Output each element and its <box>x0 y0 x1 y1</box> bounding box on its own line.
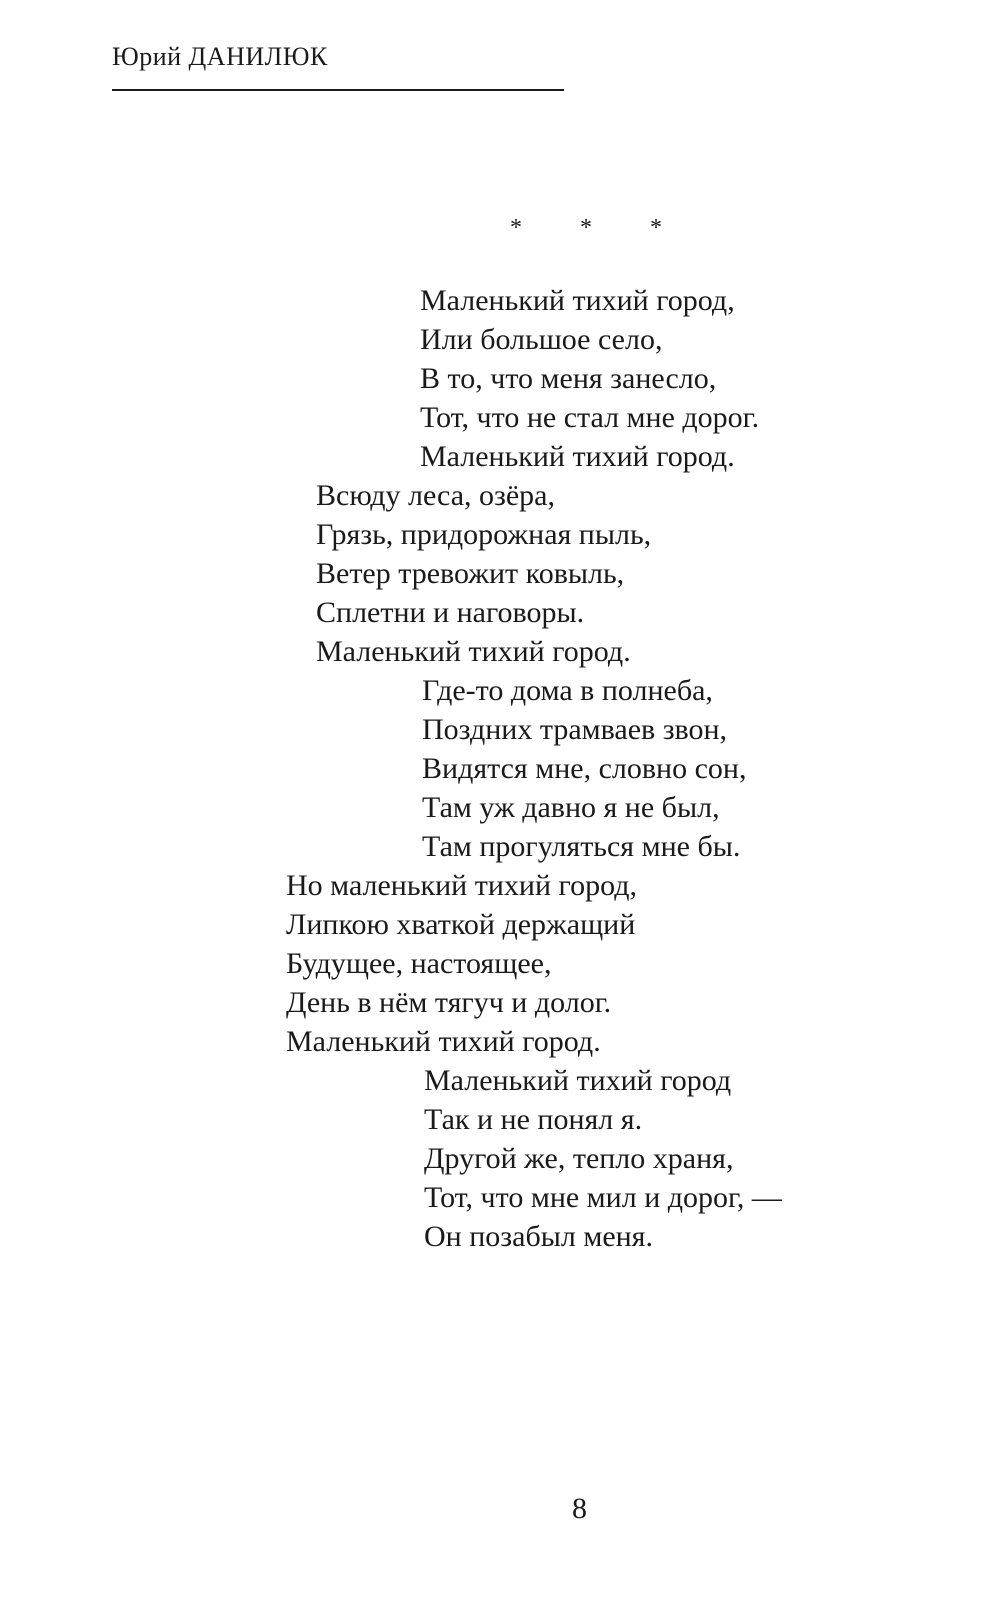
poem-line: В то, что меня занесло, <box>420 362 717 395</box>
poem-line: Так и не понял я. <box>424 1103 643 1136</box>
poem-line: Всюду леса, озёра, <box>316 479 555 512</box>
poem-line: Или большое село, <box>420 323 663 356</box>
poem-line: Другой же, тепло храня, <box>424 1142 734 1175</box>
poem-line: Там прогуляться мне бы. <box>422 830 741 863</box>
poem-line: Липкою хваткой держащий <box>286 908 636 941</box>
poem-line: Ветер тревожит ковыль, <box>316 557 625 590</box>
poem-line: Маленький тихий город <box>424 1064 732 1097</box>
poem-line: Грязь, придорожная пыль, <box>316 518 652 551</box>
poem-line: Маленький тихий город. <box>420 440 735 473</box>
poem-line: Маленький тихий город. <box>316 635 631 668</box>
poem-line: Будущее, настоящее, <box>286 947 552 980</box>
poem-line: Поздних трамваев звон, <box>422 713 728 746</box>
running-header-author: Юрий ДАНИЛЮК <box>112 42 328 71</box>
section-separator: * * * <box>510 215 688 241</box>
poem-line: Он позабыл меня. <box>424 1220 653 1253</box>
page-number: 8 <box>572 1492 587 1525</box>
poem-line: Но маленький тихий город, <box>286 869 637 902</box>
poem-line: День в нём тягуч и долог. <box>286 986 612 1019</box>
poem-line: Маленький тихий город, <box>420 284 735 317</box>
poem-line: Тот, что не стал мне дорог. <box>420 401 760 434</box>
poem-line: Где-то дома в полнеба, <box>422 674 713 707</box>
poem-line: Сплетни и наговоры. <box>316 596 585 629</box>
poem-line: Маленький тихий город. <box>286 1025 601 1058</box>
poem-line: Видятся мне, словно сон, <box>422 752 747 785</box>
poem-line: Тот, что мне мил и дорог, — <box>424 1181 782 1214</box>
poem-line: Там уж давно я не был, <box>422 791 720 824</box>
